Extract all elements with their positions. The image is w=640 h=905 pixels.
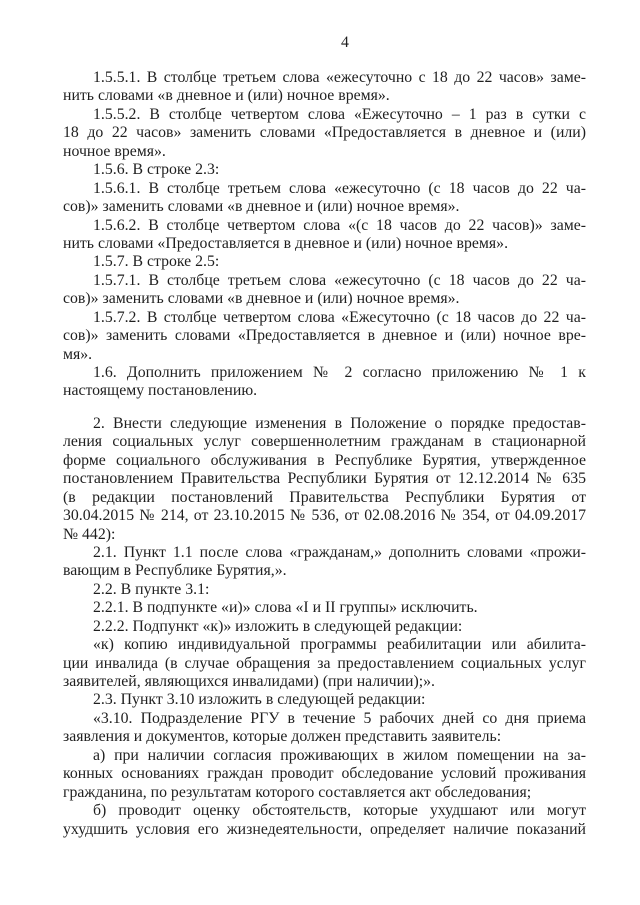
- text-line: ления социальных услуг совершеннолетним гражданам в стационарной: [63, 433, 586, 451]
- text-line: сов)» заменить словами «в дневное и (или) ночное время».: [63, 198, 460, 216]
- text-line: постановлением Правительства Республики Бурятия от 12.12.2014 № 635: [63, 470, 586, 488]
- text-line: «к) копию индивидуальной программы реабилитации или абилита-: [93, 636, 586, 654]
- text-line: сов)» заменить словами «Предоставляется в дневное и (или) ночное вре-: [63, 327, 586, 345]
- paragraph: [63, 618, 586, 636]
- paragraph: [63, 217, 586, 254]
- text-line: 1.6. Дополнить приложением № 2 согласно приложению № 1 к: [93, 364, 586, 381]
- paragraph: [63, 69, 586, 106]
- text-line: конных основаниях граждан проводит обследование условий проживания: [63, 765, 586, 783]
- paragraph: [63, 415, 586, 544]
- text-line: заявления и документов, которые должен представить заявитель:: [63, 728, 502, 746]
- paragraph: [63, 253, 586, 271]
- text-line: нить словами «Предоставляется в дневное и (или) ночное время».: [63, 234, 509, 252]
- text-line: 1.5.6. В строке 2.3:: [93, 161, 220, 179]
- text-line: заявителей, являющихся инвалидами) (при наличии);».: [63, 673, 436, 690]
- text-line: а) при наличии согласия проживающих в жилом помещении на за-: [93, 746, 586, 764]
- text-line: ночное время».: [63, 142, 166, 160]
- text-line: 1.5.7.2. В столбце четвертом слова «Ежесуточно (с 18 часов до 22 ча-: [93, 308, 586, 326]
- paragraph: [63, 599, 586, 617]
- text-line: 2.2. В пункте 3.1:: [93, 580, 210, 598]
- text-line: 2. Внести следующие изменения в Положение о порядке предостав-: [93, 414, 586, 432]
- paragraph: [63, 364, 586, 401]
- document-body: [63, 69, 586, 839]
- text-line: 30.04.2015 № 214, от 23.10.2015 № 536, от 02.08.2016 № 354, от 04.09.2017: [63, 507, 586, 525]
- paragraph: [63, 272, 586, 309]
- paragraph: [63, 180, 586, 217]
- text-line: 1.5.5.2. В столбце четвертом слова «Ежесуточно – 1 раз в сутки с: [93, 105, 586, 123]
- text-line: форме социального обслуживания в Республике Бурятия, утвержденное: [63, 451, 586, 469]
- text-line: 1.5.7. В строке 2.5:: [93, 253, 220, 271]
- text-line: 2.2.2. Подпункт «к)» изложить в следующей редакции:: [93, 617, 463, 635]
- text-line: 1.5.6.2. В столбце четвертом слова «(с 18 часов до 22 часов)» заме-: [93, 216, 586, 234]
- text-line: 2.1. Пункт 1.1 после слова «гражданам,» дополнить словами «прожи-: [93, 543, 586, 561]
- text-line: № 442):: [63, 525, 116, 543]
- paragraph: [63, 544, 586, 581]
- text-line: нить словами «в дневное и (или) ночное время».: [63, 87, 390, 105]
- paragraph: [63, 747, 586, 802]
- text-line: сов)» заменить словами «в дневное и (или) ночное время».: [63, 290, 460, 308]
- text-line: 1.5.7.1. В столбце третьем слова «ежесуточно (с 18 часов до 22 ча-: [93, 271, 586, 289]
- paragraph: [63, 802, 586, 839]
- text-line: 2.3. Пункт 3.10 изложить в следующей редакции:: [93, 691, 426, 709]
- paragraph: [63, 309, 586, 364]
- paragraph: [63, 636, 586, 691]
- text-line: вающим в Республике Бурятия,».: [63, 562, 287, 580]
- text-line: ции инвалида (в случае обращения за предоставлением социальных услуг: [63, 654, 586, 672]
- paragraph: [63, 106, 586, 161]
- paragraph: [63, 581, 586, 599]
- text-line: настоящему постановлению.: [63, 382, 258, 400]
- text-line: 2.2.1. В подпункте «и)» слова «I и II группы» исключить.: [93, 599, 478, 617]
- text-line: 1.5.5.1. В столбце третьем слова «ежесуточно с 18 до 22 часов» заме-: [93, 69, 586, 86]
- text-line: (в редакции постановлений Правительства Республики Бурятия от: [63, 488, 586, 506]
- paragraph: [63, 161, 586, 179]
- text-line: б) проводит оценку обстоятельств, которые ухудшают или могут: [93, 802, 586, 820]
- text-line: гражданина, по результатам которого составляется акт обследования;: [63, 783, 532, 801]
- text-line: 1.5.6.1. В столбце третьем слова «ежесуточно (с 18 часов до 22 ча-: [93, 179, 586, 197]
- text-line: «3.10. Подразделение РГУ в течение 5 рабочих дней со дня приема: [93, 709, 586, 727]
- text-line: ухудшить условия его жизнедеятельности, определяет наличие показаний: [63, 820, 586, 838]
- text-line: 18 до 22 часов» заменить словами «Предоставляется в дневное и (или): [63, 124, 586, 142]
- page-number: 4: [341, 34, 349, 51]
- text-line: мя».: [63, 345, 93, 363]
- paragraph: [63, 710, 586, 747]
- paragraph: [63, 691, 586, 709]
